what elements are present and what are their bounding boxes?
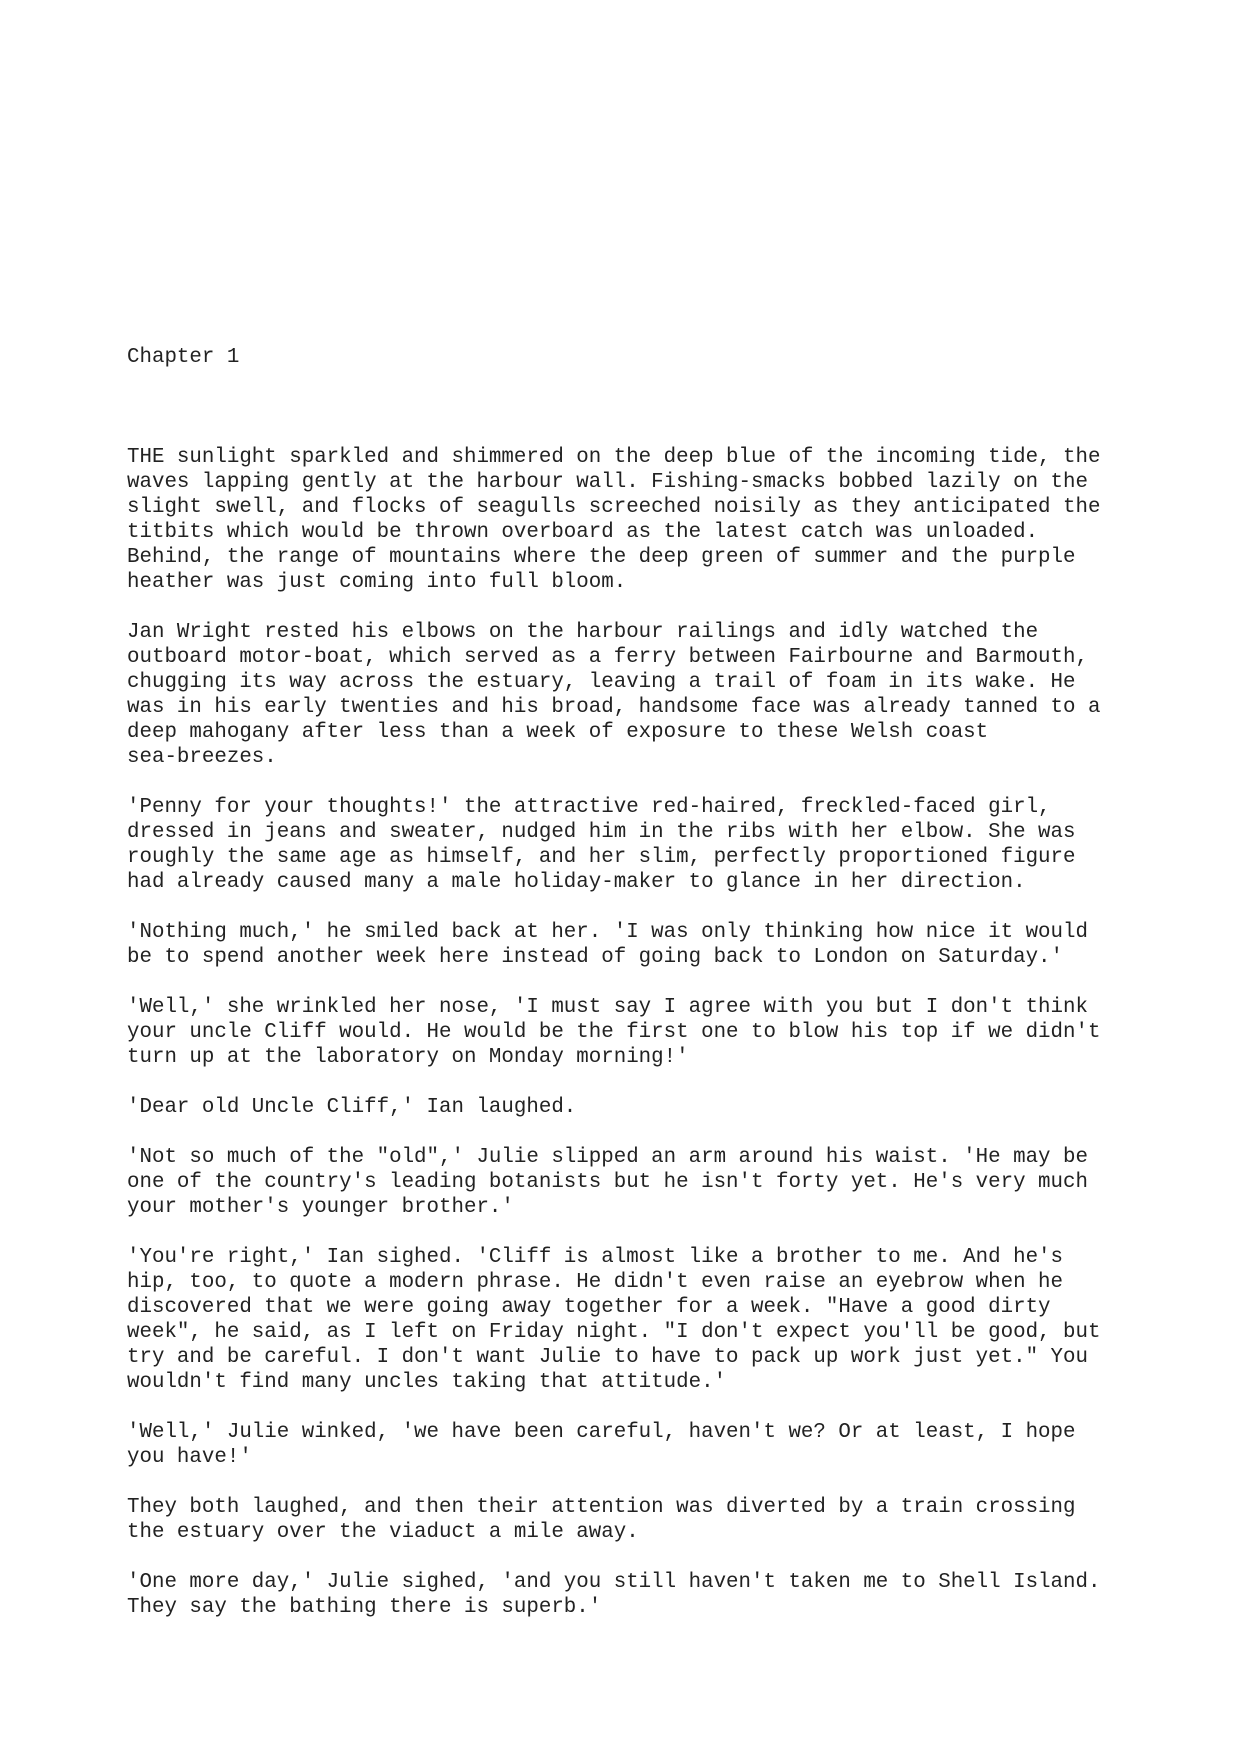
- paragraph: 'Nothing much,' he smiled back at her. 'I was only thinking how nice it would be to spend another week here instead of going back to London on Saturday.': [127, 921, 1088, 969]
- paragraph: They both laughed, and then their attention was diverted by a train crossing the estuary over the viaduct a mile away.: [127, 1496, 1076, 1544]
- paragraph: 'You're right,' Ian sighed. 'Cliff is almost like a brother to me. And he's hip, too, to quote a modern phrase. He didn't even raise an eyebrow when he discovered that we were going away together for a week. "Have a good dirty week", he said, as I left on Friday night. "I don't expect you'll be good, but try and be careful. I don't want Julie to have to pack up work just yet." You wouldn't find many uncles taking that attitude.': [127, 1246, 1101, 1394]
- paragraph: 'Penny for your thoughts!' the attractive red-haired, freckled-faced girl, dressed in jeans and sweater, nudged him in the ribs with her elbow. She was roughly the same age as himself, and her slim, perfectly proportioned figure had already caused many a male holiday-maker to glance in her direction.: [127, 796, 1076, 894]
- chapter-heading: Chapter 1: [127, 346, 240, 369]
- paragraph: Jan Wright rested his elbows on the harbour railings and idly watched the outboard motor-boat, which served as a ferry between Fairbourne and Barmouth, chugging its way across the estuary, leaving a trail of foam in its wake. He was in his early twenties and his broad, handsome face was already tanned to a deep mahogany after less than a week of exposure to these Welsh coast sea-breezes.: [127, 621, 1101, 769]
- paragraph: THE sunlight sparkled and shimmered on the deep blue of the incoming tide, the waves lapping gently at the harbour wall. Fishing-smacks bobbed lazily on the slight swell, and flocks of seagulls screeched noisily as they anticipated the titbits which would be thrown overboard as the latest catch was unloaded. Behind, the range of mountains where the deep green of summer and the purple heather was just coming into full bloom.: [127, 446, 1101, 594]
- paragraph: 'Well,' Julie winked, 'we have been careful, haven't we? Or at least, I hope you have!': [127, 1421, 1076, 1469]
- paragraph: 'Not so much of the "old",' Julie slipped an arm around his waist. 'He may be one of the country's leading botanists but he isn't forty yet. He's very much your mother's younger brother.': [127, 1146, 1088, 1219]
- chapter-body: [127, 445, 1127, 1645]
- paragraph: 'Dear old Uncle Cliff,' Ian laughed.: [127, 1096, 577, 1119]
- paragraph: 'Well,' she wrinkled her nose, 'I must say I agree with you but I don't think your uncle Cliff would. He would be the first one to blow his top if we didn't turn up at the laboratory on Monday morning!': [127, 996, 1101, 1069]
- paragraph: 'One more day,' Julie sighed, 'and you still haven't taken me to Shell Island. They say the bathing there is superb.': [127, 1571, 1101, 1619]
